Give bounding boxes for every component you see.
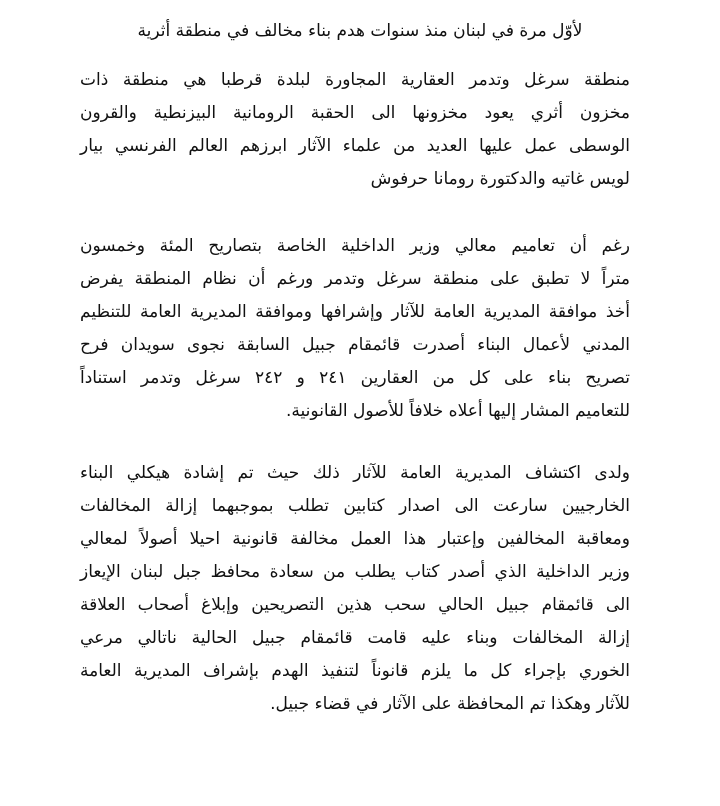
paragraph-line: منطقة سرغل وتدمر العقارية المجاورة لبلدة قرطبا هي منطقة ذات [80, 70, 630, 90]
paragraph-line: متراً لا تطبق على منطقة سرغل وتدمر ورغم أن نظام المنطقة يفرض [80, 269, 630, 289]
paragraph-line: ولدى اكتشاف المديرية العامة للآثار ذلك حيث تم إشادة هيكلي البناء [80, 463, 630, 483]
article-paragraph-2 [80, 230, 630, 428]
paragraph-line: رغم أن تعاميم معالي وزير الداخلية الخاصة بتصاريح المئة وخمسون [80, 236, 630, 256]
paragraph-line: مخزون أثري يعود مخزونها الى الحقبة الرومانية البيزنطية والقرون [80, 103, 630, 123]
paragraph-line: المدني لأعمال البناء أصدرت قائمقام جبيل السابقة نجوى سويدان فرح [80, 335, 630, 355]
paragraph-line: لويس غاتيه والدكتورة رومانا حرفوش [370, 169, 630, 189]
paragraph-line: وزير الداخلية الذي أصدر كتاب يطلب من سعادة محافظ جبل لبنان الإيعاز [80, 562, 630, 582]
paragraph-line: الخارجيين سارعت الى اصدار كتابين تطلب بموجبهما إزالة المخالفات [80, 496, 630, 516]
paragraph-line: للآثار وهكذا تم المحافظة على الآثار في قضاء جبيل. [270, 694, 630, 714]
paragraph-line: الخوري بإجراء كل ما يلزم قانوناً لتنفيذ الهدم بإشراف المديرية العامة [80, 661, 630, 681]
paragraph-line: الوسطى عمل عليها العديد من علماء الآثار ابرزهم العالم الفرنسي بيار [80, 136, 630, 156]
paragraph-line: تصريح بناء على كل من العقارين ٢٤١ و ٢٤٢ سرغل وتدمر استناداً [80, 368, 630, 388]
paragraph-line: أخذ موافقة المديرية العامة للآثار وإشرافها وموافقة المديرية العامة للتنظيم [80, 302, 630, 322]
paragraph-line: إزالة المخالفات وبناء عليه قامت قائمقام جبيل الحالية ناتالي مرعي [80, 628, 630, 648]
article-paragraph-1 [80, 64, 630, 196]
article-title: لأوّل مرة في لبنان منذ سنوات هدم بناء مخالف في منطقة أثرية [137, 21, 583, 41]
paragraph-line: الى قائمقام جبيل الحالي سحب هذين التصريحين وإبلاغ أصحاب العلاقة [80, 595, 630, 615]
article-paragraph-3 [80, 457, 630, 721]
paragraph-line: للتعاميم المشار إليها أعلاه خلافاً للأصول القانونية. [286, 401, 630, 421]
paragraph-line: ومعاقبة المخالفين وإعتبار هذا العمل مخالفة قانونية احيلا أصولاً لمعالي [80, 529, 630, 549]
